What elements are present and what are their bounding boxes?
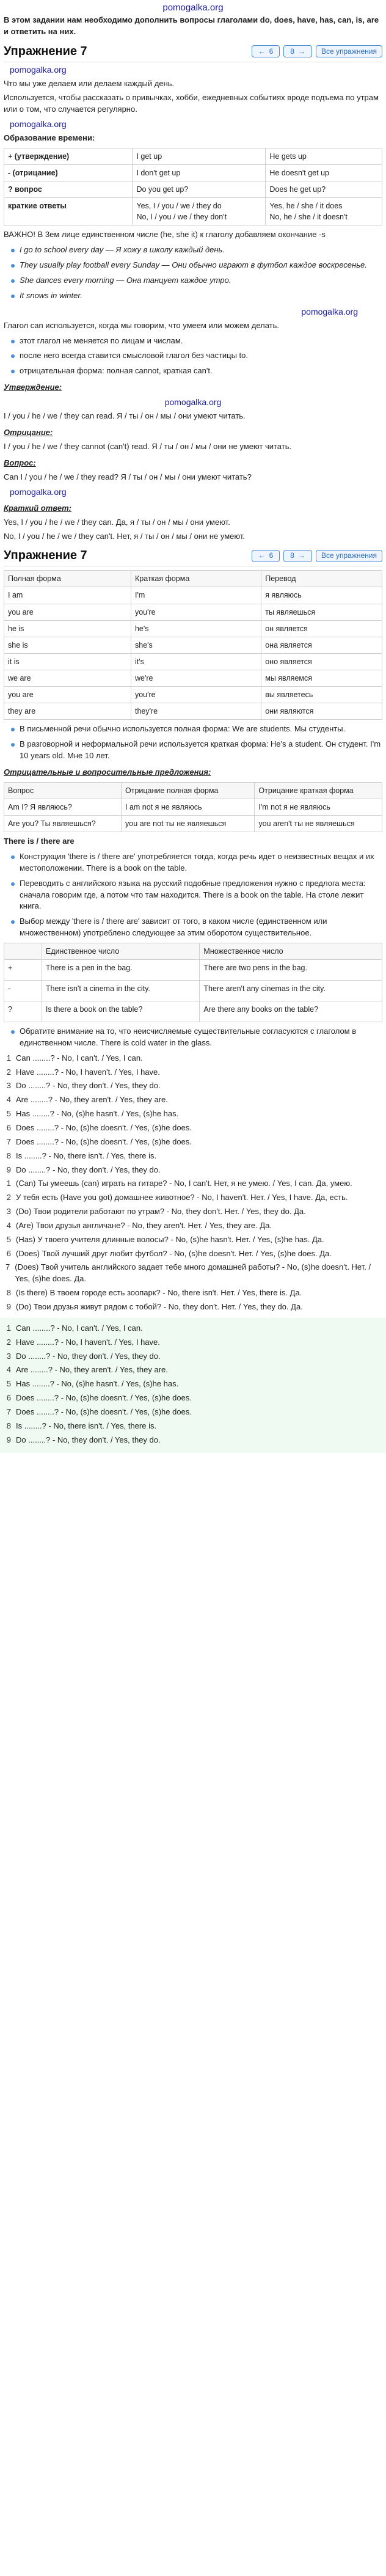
item-text: Do ........? - No, they don't. / Yes, they do. [16,1351,161,1361]
item-text: Does ........? - No, (s)he doesn't. / Yes, (s)he does. [16,1136,192,1146]
table-cell: she is [4,637,131,653]
item-number: 9 [6,1435,11,1444]
table-cell: you're [131,687,261,703]
paragraph: Используется, чтобы рассказать о привычках, хобби, ежедневных событиях вроде подъема по утрам или о том, что случается регулярно. [4,92,379,114]
table-cell: Are there any books on the table? [200,1001,382,1022]
list-item [4,1136,382,1148]
watermark: pomogalka.org [10,119,67,129]
examples-list [10,244,382,301]
table-cell: - (отрицание) [4,164,133,181]
item-number: 5 [6,1234,11,1244]
table-cell: - [4,981,42,1001]
table-cell: I'm not я не являюсь [255,799,382,815]
list-item: She dances every morning — Она танцует каждое утро. [10,275,382,287]
all-exercises-button[interactable]: Все упражнения [316,550,382,562]
table-cell: Do you get up? [133,181,266,197]
column-header: Перевод [261,571,382,587]
list-item: В разговорной и неформальной речи используется краткая форма: He's a student. Он студент. I'm 10 years old. Мне 10 лет. [10,739,382,762]
list-item [4,1206,382,1218]
paragraph: I / you / he / we / they can read. Я / ты / он / мы / они умеют читать. [4,411,246,421]
column-header: Множественное число [200,943,382,959]
list-item [4,1192,382,1204]
list-item [4,1392,382,1404]
table-header-row [4,571,382,587]
list-item [4,1301,382,1313]
table-cell: Am I? Я являюсь? [4,799,122,815]
item-text: Has ........? - No, (s)he hasn't. / Yes, (s)he has. [16,1379,179,1389]
item-text: (Does) Твой учитель английского задает тебе много домашней работы? - No, (s)he doesn't. Нет. / Yes, (s)he does. Да. [15,1262,371,1284]
item-text: (Are) Твои друзья англичане? - No, they aren't. Нет. / Yes, they are. Да. [16,1220,272,1230]
arrow-right-icon: → [297,551,305,560]
arrow-right-icon: → [297,46,305,56]
table-cell: There are two pens in the bag. [200,960,382,981]
list-item [4,1220,382,1232]
item-number: 2 [6,1067,11,1077]
watermark: pomogalka.org [10,486,67,497]
item-number: 1 [6,1053,11,1063]
table-row [4,637,382,653]
list-item: В письменной речи обычно используется полная форма: We are students. Мы студенты. [10,723,382,735]
item-text: (Is there) В твоем городе есть зоопарк? - No, there isn't. Нет. / Yes, there is. Да. [16,1288,302,1298]
table-cell: ? вопрос [4,181,133,197]
table-header-row [4,782,382,799]
list-item [4,1151,382,1162]
item-text: Are ........? - No, they aren't. / Yes, they are. [16,1095,168,1105]
paragraph: Can I / you / he / we / they read? Я / ты / он / мы / они умеют читать? [4,472,252,481]
item-number: 7 [5,1262,10,1272]
list-item [4,1108,382,1120]
item-number: 7 [6,1136,11,1146]
arrow-left-icon: ← [258,46,266,56]
watermark: pomogalka.org [164,397,222,408]
list-item [4,1323,382,1334]
table-row [4,703,382,720]
table-cell: он является [261,620,382,637]
watermark: pomogalka.org [162,2,224,13]
table-cell: it's [131,653,261,670]
subheading: Краткий ответ: [4,503,71,513]
table-cell: he's [131,620,261,637]
item-text: Do ........? - No, they don't. / Yes, they do. [16,1165,161,1174]
table-cell: you're [131,604,261,620]
item-number: 8 [6,1421,11,1430]
table-cell: There isn't a cinema in the city. [42,981,200,1001]
to-be-table [4,570,382,720]
section-title: There is / there are [4,836,75,846]
table-cell: Does he get up? [266,181,382,197]
column-header: Отрицание краткая форма [255,782,382,799]
paragraph: Глагол can используется, когда мы говорим, что умеем или можем делать. [4,320,280,330]
present-simple-table [4,148,382,226]
paragraph: No, I / you / he / we / they can't. Нет, я / ты / он / мы / они не умеют. [4,531,246,541]
list-item [4,1165,382,1176]
table-cell: you are [4,687,131,703]
task-list [4,1053,382,1176]
list-item: It snows in winter. [10,290,382,302]
item-number: 9 [6,1165,11,1174]
arrow-left-icon: ← [258,551,266,560]
table-row [4,587,382,604]
list-item [4,1435,382,1446]
table-row [4,181,382,197]
item-number: 1 [6,1323,11,1333]
subheading: Вопрос: [4,458,36,467]
task-intro: В этом задании нам необходимо дополнить вопросы глаголами do, does, have, has, can, is, are и ответить на них. [4,15,379,36]
list-item: Переводить с английского языка на русский подобные предложения нужно с предлога места: сначала говорим где, а потом что там находится. There is a book on the table. На столе лежит книга. [10,878,382,913]
subheading: Отрицательные и вопросительные предложения: [4,767,211,777]
item-number: 8 [6,1151,11,1160]
list-item [4,1122,382,1134]
watermark: pomogalka.org [10,64,67,75]
table-cell: Yes, he / she / it does No, he / she / it doesn't [266,198,382,225]
list-item: Обратите внимание на то, что неисчисляемые существительные согласуются с глаголом в единственном числе. There is cold water in the glass. [10,1026,382,1049]
list-item [4,1351,382,1363]
table-cell: ? [4,1001,42,1022]
list-item: They usually play football every Sunday — Они обычно играют в футбол каждое воскресенье. [10,260,382,271]
list-item: Выбор между 'there is / there are' зависит от того, в каком числе (единственном или множественном) употреблено следующее за этим оборотом существительное. [10,916,382,939]
list-item: отрицательная форма: полная cannot, краткая can't. [10,365,382,377]
list-item [4,1364,382,1376]
table-cell: I'm [131,587,261,604]
table-cell: There aren't any cinemas in the city. [200,981,382,1001]
table-row [4,816,382,832]
table-row [4,799,382,815]
item-text: Are ........? - No, they aren't. / Yes, they are. [16,1365,168,1375]
exercise-nav [252,45,382,57]
item-text: Can ........? - No, I can't. / Yes, I can. [16,1053,143,1063]
rules-list [10,335,382,378]
item-number: 5 [6,1379,11,1389]
item-text: Does ........? - No, (s)he doesn't. / Yes, (s)he does. [16,1393,192,1403]
all-exercises-button[interactable]: Все упражнения [316,45,382,57]
item-number: 9 [6,1301,11,1311]
paragraph: Образование времени: [4,133,95,142]
column-header: Полная форма [4,571,131,587]
answers-block [0,1318,386,1454]
paragraph: Yes, I / you / he / we / they can. Да, я / ты / он / мы / они умеют. [4,517,230,527]
item-number: 6 [6,1123,11,1133]
subheading: Утверждение: [4,382,62,392]
table-cell: я являюсь [261,587,382,604]
exercise-nav [252,550,382,562]
table-row [4,670,382,687]
item-number: 4 [6,1365,11,1375]
list-item [4,1262,382,1285]
item-text: (Has) У твоего учителя длинные волосы? - No, (s)he hasn't. Нет. / Yes, (s)he has. Да. [16,1234,324,1244]
list-item: Конструкция 'there is / there are' употребляется тогда, когда речь идет о неизвестных вещах и их местоположении. There is a book on the table. [10,851,382,874]
table-cell: она является [261,637,382,653]
item-text: Is ........? - No, there isn't. / Yes, there is. [16,1421,157,1430]
item-text: У тебя есть (Have you got) домашнее животное? - No, I haven't. Нет. / Yes, I have. Да, есть. [16,1193,348,1202]
list-item [4,1178,382,1190]
column-header: Краткая форма [131,571,261,587]
item-text: (Does) Твой лучший друг любит футбол? - No, (s)he doesn't. Нет. / Yes, (s)he does. Да. [16,1248,332,1258]
item-text: Does ........? - No, (s)he doesn't. / Yes, (s)he does. [16,1123,192,1133]
item-text: Do ........? - No, they don't. / Yes, they do. [16,1435,161,1444]
item-number: 4 [6,1095,11,1105]
item-text: Has ........? - No, (s)he hasn't. / Yes, (s)he has. [16,1109,179,1119]
table-cell: you aren't ты не являешься [255,816,382,832]
item-number: 6 [6,1393,11,1403]
list-item: после него всегда ставится смысловой глагол без частицы to. [10,350,382,362]
prev-exercise-button[interactable]: ← 6 [252,550,280,562]
solution-list [4,1178,382,1312]
table-row [4,653,382,670]
item-number: 3 [6,1081,11,1091]
answers-list [4,1323,382,1446]
table-cell: she's [131,637,261,653]
list-item [4,1094,382,1106]
table-cell: they are [4,703,131,720]
list-item [4,1337,382,1348]
item-text: Do ........? - No, they don't. / Yes, they do. [16,1081,161,1091]
item-number: 1 [6,1179,11,1188]
table-cell: we are [4,670,131,687]
item-number: 2 [6,1193,11,1202]
table-cell: He gets up [266,148,382,164]
item-text: (Can) Ты умеешь (can) играть на гитаре? - No, I can't. Нет, я не умею. / Yes, I can. Да, умею. [16,1179,352,1188]
there-rules-list [10,851,382,939]
watermark: pomogalka.org [301,306,358,317]
table-header-row [4,943,382,959]
table-cell: мы являемся [261,670,382,687]
table-cell: краткие ответы [4,198,133,225]
table-cell: оно является [261,653,382,670]
item-number: 2 [6,1337,11,1347]
exercise-title: Упражнение 7 [4,44,87,58]
item-number: 8 [6,1288,11,1298]
list-item [4,1067,382,1078]
table-row [4,687,382,703]
item-text: Have ........? - No, I haven't. / Yes, I have. [16,1067,160,1077]
table-row [4,604,382,620]
list-item: этот глагол не меняется по лицам и числам. [10,335,382,347]
table-cell: they're [131,703,261,720]
table-row [4,198,382,225]
list-item: I go to school every day — Я хожу в школу каждый день. [10,244,382,256]
table-cell: I don't get up [133,164,266,181]
list-item [4,1053,382,1064]
table-cell: + (утверждение) [4,148,133,164]
column-header: Единственное число [42,943,200,959]
item-number: 4 [6,1220,11,1230]
table-cell: Yes, I / you / we / they do No, I / you / we / they don't [133,198,266,225]
list-item [4,1234,382,1246]
item-text: Does ........? - No, (s)he doesn't. / Yes, (s)he does. [16,1407,192,1416]
paragraph: I / you / he / we / they cannot (can't) read. Я / ты / он / мы / они не умеют читать. [4,442,292,451]
table-cell: we're [131,670,261,687]
item-number: 3 [6,1207,11,1217]
item-text: (Do) Твои друзья живут рядом с тобой? - No, they don't. Нет. / Yes, they do. Да. [16,1301,303,1311]
column-header: Отрицание полная форма [122,782,255,799]
subheading: Отрицание: [4,428,53,437]
table-row [4,1001,382,1022]
list-item [4,1407,382,1418]
prev-exercise-button[interactable]: ← 6 [252,45,280,57]
list-item [4,1421,382,1432]
table-cell: I am [4,587,131,604]
table-row [4,620,382,637]
next-exercise-button[interactable]: 8 → [283,45,312,57]
table-cell: + [4,960,42,981]
list-item [4,1287,382,1299]
column-header [4,943,42,959]
usage-list [10,723,382,762]
table-row [4,960,382,981]
exercise-header [4,40,382,62]
table-cell: Is there a book on the table? [42,1001,200,1022]
table-cell: he is [4,620,131,637]
paragraph: ВАЖНО! В 3ем лице единственном числе (he, she it) к глаголу добавляем окончание -s [4,230,326,240]
item-number: 6 [6,1248,11,1258]
list-item [4,1080,382,1092]
item-text: Have ........? - No, I haven't. / Yes, I have. [16,1337,160,1347]
item-number: 7 [6,1407,11,1416]
item-number: 3 [6,1351,11,1361]
table-cell: There is a pen in the bag. [42,960,200,981]
table-cell: Are you? Ты являешься? [4,816,122,832]
exercise-title: Упражнение 7 [4,549,87,563]
list-item [4,1378,382,1390]
table-cell: они являются [261,703,382,720]
table-cell: ты являешься [261,604,382,620]
item-text: Can ........? - No, I can't. / Yes, I can. [16,1323,143,1333]
to-be-negative-table [4,782,382,832]
list-item [4,1248,382,1260]
next-exercise-button[interactable]: 8 → [283,550,312,562]
table-cell: I am not я не являюсь [122,799,255,815]
table-cell: вы являетесь [261,687,382,703]
table-cell: it is [4,653,131,670]
note-list [10,1026,382,1049]
there-is-table [4,943,382,1022]
paragraph: Что мы уже делаем или делаем каждый день. [4,78,175,88]
table-row [4,148,382,164]
table-cell: I get up [133,148,266,164]
table-row [4,981,382,1001]
column-header: Вопрос [4,782,122,799]
exercise-header [4,544,382,566]
item-text: (Do) Твои родители работают по утрам? - No, they don't. Нет. / Yes, they do. Да. [16,1207,306,1217]
table-cell: He doesn't get up [266,164,382,181]
table-cell: you are [4,604,131,620]
table-row [4,164,382,181]
table-cell: you are not ты не являешься [122,816,255,832]
item-number: 5 [6,1109,11,1119]
item-text: Is ........? - No, there isn't. / Yes, there is. [16,1151,157,1160]
